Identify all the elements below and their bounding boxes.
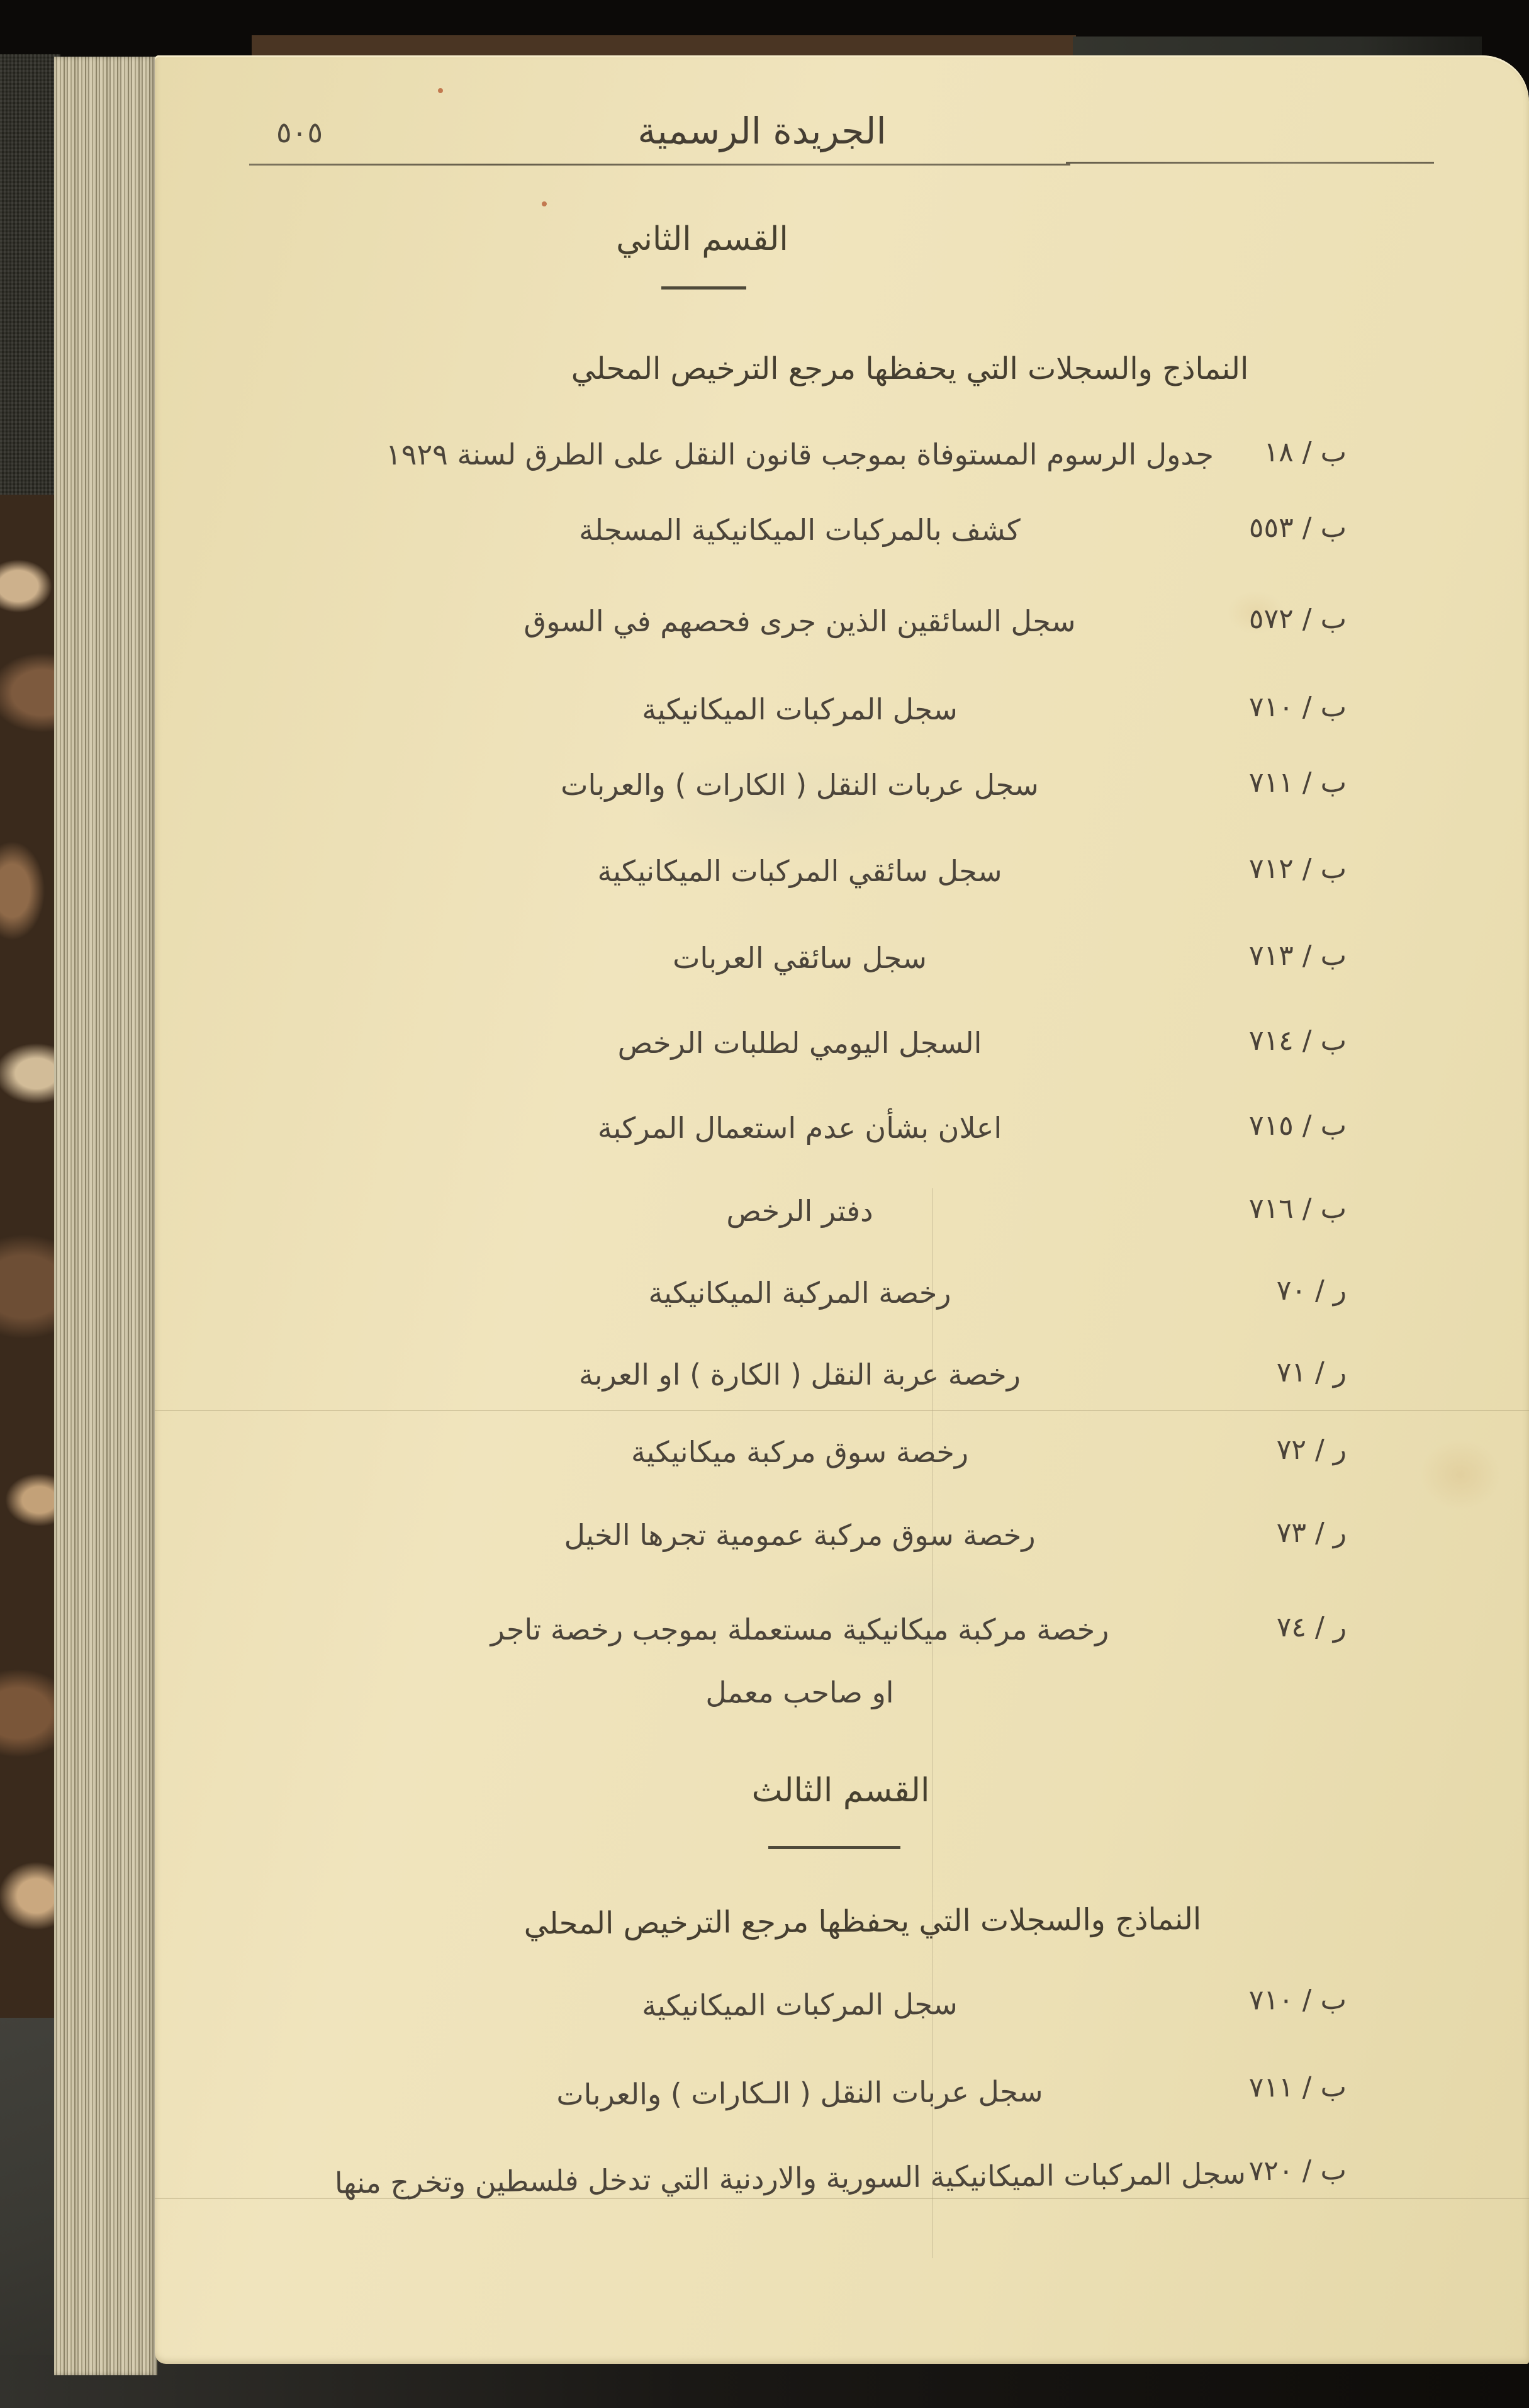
scan-artifact-line — [155, 1410, 1529, 1411]
form-code: ر / ٧٣ — [1276, 1517, 1347, 1549]
section-title-rule — [768, 1846, 900, 1849]
form-description: رخصة سوق مركبة عمومية تجرها الخيل — [564, 1518, 1036, 1552]
form-code: ب / ٧١٠ — [1248, 691, 1347, 723]
list-item — [155, 940, 1529, 985]
form-description: او صاحب معمل — [705, 1675, 894, 1709]
gazette-page — [155, 55, 1529, 2364]
form-description: سجل عربات النقل ( الـكارات ) والعربات — [556, 2074, 1043, 2112]
form-description: سجل عربات النقل ( الكارات ) والعربات — [561, 768, 1039, 802]
form-code: ب / ٧١١ — [1248, 2071, 1347, 2104]
list-item — [155, 1193, 1529, 1238]
section-heading-3: النماذج والسجلات التي يحفظها مرجع الترخيص المحلي — [524, 1901, 1202, 1942]
form-code: ر / ٧١ — [1276, 1356, 1347, 1388]
form-code: ر / ٧٤ — [1276, 1611, 1347, 1643]
form-description: جدول الرسوم المستوفاة بموجب قانون النقل على الطرق لسنة ١٩٢٩ — [386, 437, 1214, 471]
list-item — [155, 1611, 1529, 1657]
form-description: رخصة مركبة ميكانيكية مستعملة بموجب رخصة تاجر — [490, 1612, 1109, 1646]
list-item — [155, 1517, 1529, 1562]
list-item — [155, 1274, 1529, 1320]
ink-speck — [438, 88, 443, 93]
section-heading-2: النماذج والسجلات التي يحفظها مرجع الترخيص المحلي — [571, 351, 1249, 386]
book-cover-cloth-edge — [0, 54, 60, 495]
book-cover-marbled-edge — [0, 495, 60, 2018]
form-description: سجل السائقين الذين جرى فحصهم في السوق — [524, 604, 1076, 638]
form-code: ب / ٧١١ — [1248, 767, 1347, 799]
list-item — [155, 2152, 1529, 2212]
page-edges-stack — [54, 57, 157, 2375]
form-code: ر / ٧٢ — [1276, 1434, 1347, 1466]
form-description: سجل سائقي العربات — [673, 941, 927, 975]
form-code: ب / ٧١٢ — [1248, 853, 1347, 885]
list-item — [155, 1110, 1529, 1155]
form-description: رخصة المركبة الميكانيكية — [648, 1276, 951, 1310]
header-rule — [1066, 162, 1434, 164]
list-item-continuation — [155, 1674, 1529, 1719]
form-code: ب / ٧١٤ — [1248, 1025, 1347, 1057]
form-description: السجل اليومي لطلبات الرخص — [617, 1026, 982, 1060]
list-item — [155, 512, 1529, 557]
form-code: ب / ٥٥٣ — [1248, 512, 1347, 544]
form-description: سجل المركبات الميكانيكية السورية والاردنية التي تدخل فلسطين وتخرج منها — [334, 2156, 1246, 2200]
form-description: اعلان بشأن عدم استعمال المركبة — [597, 1111, 1002, 1145]
form-code: ب / ١٨ — [1263, 436, 1347, 468]
form-code: ب / ٧٢٠ — [1248, 2154, 1347, 2188]
page-title: الجريدة الرسمية — [637, 110, 887, 152]
header-rule — [249, 164, 1070, 166]
list-item — [155, 2069, 1529, 2124]
list-item — [155, 436, 1529, 481]
form-description: كشف بالمركبات الميكانيكية المسجلة — [579, 513, 1021, 547]
page-number: ٥٠٥ — [276, 115, 323, 149]
list-item — [155, 603, 1529, 648]
list-item — [155, 1356, 1529, 1402]
form-description: سجل المركبات الميكانيكية — [642, 1987, 958, 2023]
form-description: سجل سائقي المركبات الميكانيكية — [597, 854, 1002, 888]
section-title-3: القسم الثالث — [751, 1772, 930, 1809]
list-item — [155, 691, 1529, 736]
form-code: ب / ٧١٥ — [1248, 1110, 1347, 1142]
form-description: دفتر الرخص — [726, 1194, 873, 1228]
form-description: سجل المركبات الميكانيكية — [642, 692, 958, 726]
form-code: ب / ٧١٣ — [1248, 940, 1347, 972]
form-code: ب / ٧١٦ — [1248, 1193, 1347, 1225]
list-item — [155, 767, 1529, 812]
list-item — [155, 1025, 1529, 1070]
form-code: ر / ٧٠ — [1276, 1274, 1347, 1307]
section-title-2: القسم الثاني — [616, 220, 788, 258]
form-code: ب / ٧١٠ — [1248, 1983, 1347, 2017]
ink-speck — [542, 201, 547, 206]
form-description: رخصة عربة النقل ( الكارة ) او العربة — [579, 1358, 1021, 1392]
list-item — [155, 853, 1529, 898]
list-item — [155, 1983, 1529, 2035]
form-code: ب / ٥٧٢ — [1248, 603, 1347, 635]
section-title-rule — [661, 286, 746, 290]
list-item — [155, 1434, 1529, 1479]
form-description: رخصة سوق مركبة ميكانيكية — [630, 1435, 969, 1469]
